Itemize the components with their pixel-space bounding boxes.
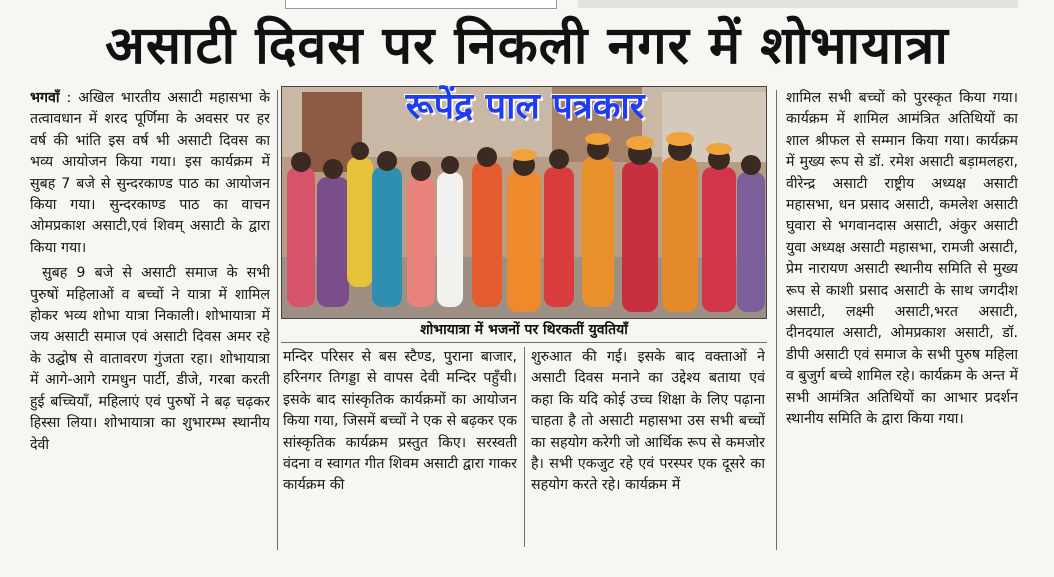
- article-column-2: [283, 347, 517, 547]
- column-divider: [776, 90, 777, 550]
- dateline: भगवाँ: [30, 90, 60, 106]
- intro-paragraph: [30, 88, 270, 259]
- article-column-1: [30, 88, 270, 548]
- top-clipping-strip-right: [578, 0, 1018, 8]
- column-2-text: मन्दिर परिसर से बस स्टैण्ड, पुराना बाजार, हरिनगर तिगड्डा से वापस देवी मन्दिर पहुँची। इसके बाद सांस्कृतिक कार्यक्रमों का आयोजन किया गया, जिसमें बच्चों ने एक से बढ़कर एक सांस्कृतिक कार्यक्रम प्रस्तुत किए। सरस्वती वंदना व स्वागत गीत शिवम असाटी द्वारा गाकर कार्यक्रम की: [283, 349, 517, 494]
- intro-text: : अखिल भारतीय असाटी महासभा के तत्वावधान में शरद पूर्णिमा के अवसर पर हर वर्ष की भांति इस वर्ष भी असाटी दिवस का भव्य आयोजन किया गया। इस कार्यक्रम में सुबह 7 बजे से सुन्दरकाण्ड पाठ का आयोजन किया गया। सुन्दरकाण्ड पाठ का वाचन ओमप्रकाश असाटी,एवं शिवम् असाटी के द्वारा किया गया।: [30, 90, 270, 256]
- caption-rule: [281, 342, 767, 343]
- column-divider: [277, 90, 278, 550]
- headline: असाटी दिवस पर निकली नगर में शोभायात्रा: [105, 16, 949, 76]
- photo-caption: शोभायात्रा में भजनों पर थिरकतीं युवतियाँ: [420, 322, 628, 338]
- procession-paragraph: सुबह 9 बजे से असाटी समाज के सभी पुरुषों महिलाओं व बच्चों ने यात्रा में शामिल होकर भव्य शोभा यात्रा निकाली। शोभायात्रा में जय असाटी समाज एवं असाटी दिवस अमर रहे के उद्घोष से वातावरण गुंजता रहा। शोभायात्रा में आगे-आगे रामधुन पार्टी, डीजे, गरबा करती हुई बच्चियाँ, महिलाएं एवं पुरुषों ने बढ़ चढ़कर हिस्सा लिया। शोभायात्रा का शुभारम्भ स्थानीय देवी: [30, 265, 270, 453]
- article-column-4: [786, 88, 1018, 548]
- watermark-credit: रूपेंद्र पाल पत्रकार: [405, 86, 645, 127]
- column-divider: [524, 347, 525, 547]
- column-4-text: शामिल सभी बच्चों को पुरस्कृत किया गया। कार्यक्रम में शामिल आमंत्रित अतिथियों का शाल श्रीफल से सम्मान किया गया। कार्यक्रम में मुख्य रूप से डॉ. रमेश असाटी बड़ामलहरा, वीरेन्द्र असाटी राष्ट्रीय अध्यक्ष असाटी महासभा, धन प्रसाद असाटी, कमलेश असाटी घुवारा से भगवानदास असाटी, अंकुर असाटी युवा अध्यक्ष असाटी महासभा, रामजी असाटी, प्रेम नारायण असाटी स्थानीय समिति से मुख्य रूप से काशी प्रसाद असाटी के साथ जगदीश असाटी, लक्ष्मी असाटी,भरत असाटी, दीनदयाल असाटी, ओमप्रकाश असाटी, डॉ. डीपी असाटी एवं समाज के सभी पुरुष महिला व बुजुर्ग बच्चे शामिल रहे। कार्यक्रम के अन्त में सभी आमंत्रित अतिथियों का आभार प्रदर्शन स्थानीय समिति के द्वारा किया गया।: [786, 90, 1018, 428]
- column-3-text: शुरुआत की गई। इसके बाद वक्ताओं ने असाटी दिवस मनाने का उद्देश्य बताया एवं कहा कि यदि कोई उच्च शिक्षा के लिए पढ़ाना चाहता है तो असाटी महासभा उस सभी बच्चों का सहयोग करेगी जो आर्थिक रूप से कमजोर है। सभी एकजुट रहे एवं परस्पर एक दूसरे का सहयोग करते रहे। कार्यक्रम में: [531, 349, 765, 494]
- top-clipping-strip-left: [285, 0, 557, 9]
- article-column-3: [531, 347, 765, 547]
